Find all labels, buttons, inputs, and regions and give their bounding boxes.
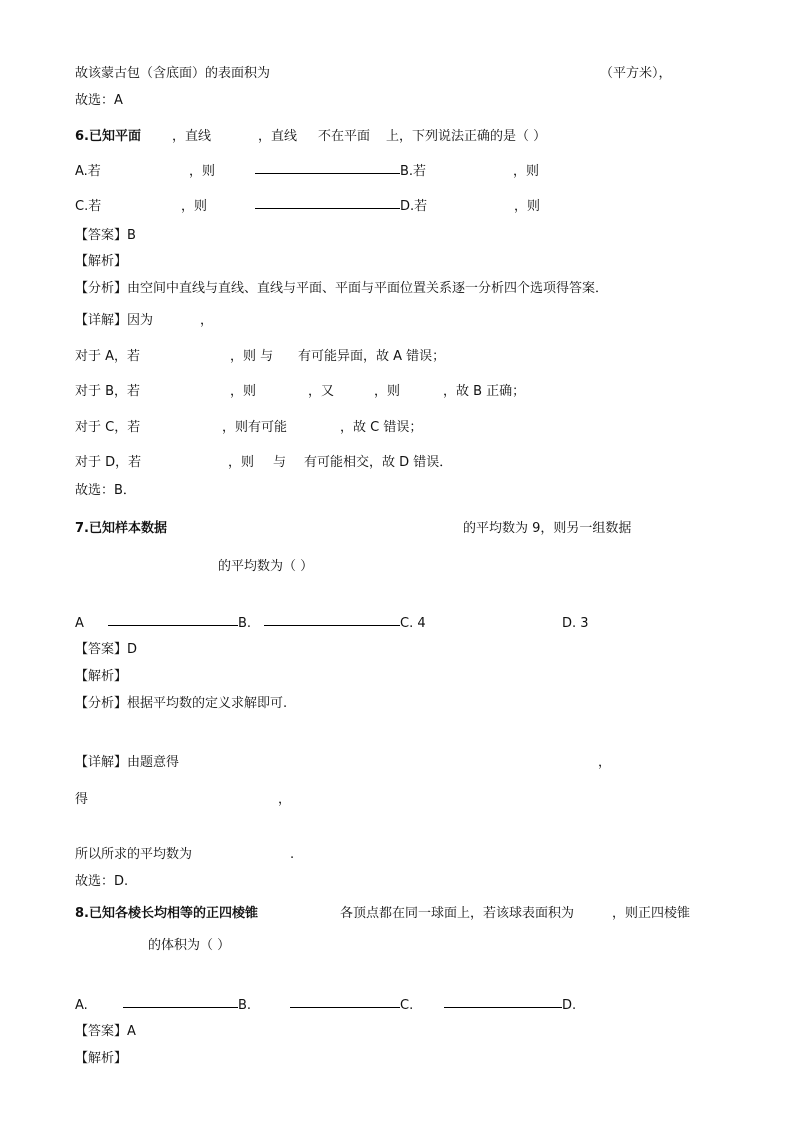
text-line: ，则	[189, 164, 216, 179]
text-line: 有可能相交，故 D 错误．	[304, 455, 453, 470]
text-line: ，则	[228, 455, 255, 470]
blank-line	[264, 625, 400, 626]
text-line: （平方米），	[600, 66, 672, 81]
text-line: 故选：D.	[75, 874, 129, 889]
blank-line	[123, 1007, 238, 1008]
text-line: ，则	[181, 199, 208, 214]
text-line: ，	[200, 313, 214, 328]
text-line: 上，下列说法正确的是（ ）	[386, 129, 547, 144]
text-line: 故选：A	[75, 93, 123, 108]
text-line: 的体积为（ ）	[148, 938, 231, 953]
blank-line	[290, 1007, 400, 1008]
question-8-stem: 8.已知各棱长均相等的正四棱锥	[75, 906, 258, 921]
text-line: ，直线	[172, 129, 212, 144]
text-line: 与	[273, 455, 287, 470]
text-line: ，则	[230, 384, 257, 399]
text-line: ，直线	[258, 129, 298, 144]
option-8c: C.	[400, 998, 414, 1013]
text-line: ，又	[308, 384, 335, 399]
analysis-label: 【解析】	[75, 254, 128, 269]
text-line: ，则有可能	[222, 420, 288, 435]
blank-line	[444, 1007, 562, 1008]
analysis-label: 【解析】	[75, 1051, 128, 1066]
analysis-label: 【解析】	[75, 669, 128, 684]
text-line: 【分析】由空间中直线与直线、直线与平面、平面与平面位置关系逐一分析四个选项得答案．	[75, 281, 609, 296]
option-6c: C.若	[75, 199, 102, 214]
text-line: .	[290, 847, 295, 862]
text-line: 有可能异面，故 A 错误；	[298, 349, 446, 364]
question-7-stem: 7.已知样本数据	[75, 521, 167, 536]
text-line: 的平均数为（ ）	[218, 559, 314, 574]
option-6d: D.若	[400, 199, 428, 214]
answer-label: 【答案】D	[75, 642, 138, 657]
answer-label: 【答案】A	[75, 1024, 136, 1039]
text-line: 对于 A，若	[75, 349, 141, 364]
text-line: ，	[598, 755, 612, 770]
option-7b: B.	[238, 616, 252, 631]
text-line: 故选：B．	[75, 483, 136, 498]
text-line: 对于 B，若	[75, 384, 141, 399]
option-6b: B.若	[400, 164, 427, 179]
option-8d: D.	[562, 998, 577, 1013]
text-line: 【详解】因为	[75, 313, 154, 328]
option-7d: D. 3	[562, 616, 589, 631]
blank-line	[255, 173, 400, 174]
text-line: 得	[75, 792, 89, 807]
option-8a: A.	[75, 998, 88, 1013]
text-line: ，则	[514, 199, 541, 214]
text-line: ，则 与	[230, 349, 274, 364]
text-line: 对于 D，若	[75, 455, 142, 470]
question-6-stem: 6.已知平面	[75, 129, 141, 144]
blank-line	[108, 625, 238, 626]
text-line: ，则正四棱锥	[612, 906, 691, 921]
text-line: ，故 B 正确；	[443, 384, 526, 399]
text-line: 不在平面	[318, 129, 371, 144]
option-6a: A.若	[75, 164, 101, 179]
text-line: 对于 C，若	[75, 420, 141, 435]
option-7c: C. 4	[400, 616, 426, 631]
text-line: 所以所求的平均数为	[75, 847, 193, 862]
answer-label: 【答案】B	[75, 228, 136, 243]
option-7a: A	[75, 616, 84, 631]
text-line: ，则	[374, 384, 401, 399]
text-line: ，故 C 错误；	[340, 420, 423, 435]
text-line: 故该蒙古包（含底面）的表面积为	[75, 66, 271, 81]
text-line: 的平均数为 9，则另一组数据	[463, 521, 632, 536]
blank-line	[255, 208, 400, 209]
text-line: ，则	[513, 164, 540, 179]
text-line: 【详解】由题意得	[75, 755, 180, 770]
text-line: ，	[278, 792, 292, 807]
text-line: 各顶点都在同一球面上，若该球表面积为	[340, 906, 575, 921]
option-8b: B.	[238, 998, 252, 1013]
text-line: 【分析】根据平均数的定义求解即可.	[75, 696, 288, 711]
